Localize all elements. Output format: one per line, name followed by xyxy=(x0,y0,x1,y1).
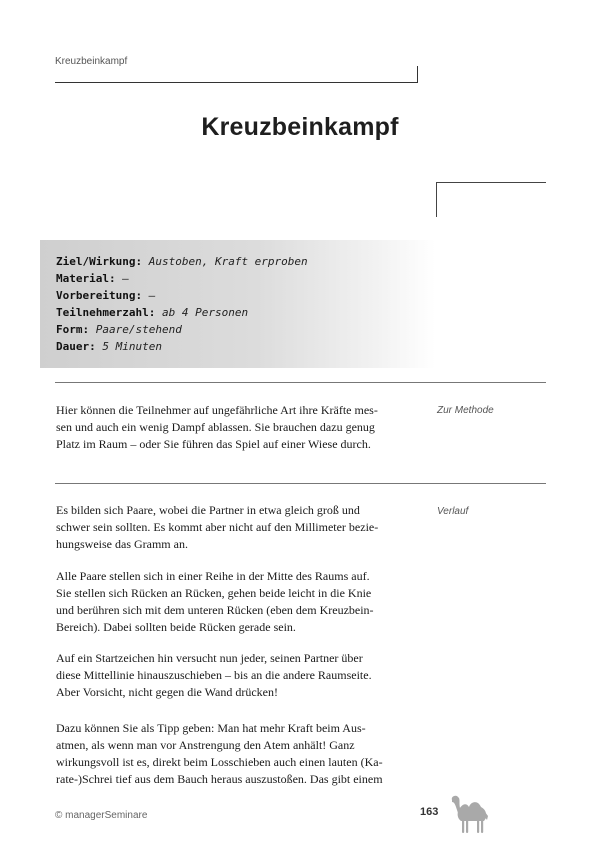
info-value: – xyxy=(122,272,129,285)
info-box xyxy=(56,253,386,355)
paragraph-verlauf-2 xyxy=(56,568,420,636)
text-line: Es bilden sich Paare, wobei die Partner in etwa gleich groß und xyxy=(56,503,360,517)
info-value: Paare/stehend xyxy=(95,323,182,336)
info-label: Teilnehmerzahl: xyxy=(56,306,156,319)
paragraph-verlauf-3 xyxy=(56,650,420,701)
text-line: Hier können die Teilnehmer auf ungefährliche Art ihre Kräfte mes- xyxy=(56,403,378,417)
info-row-dauer xyxy=(56,338,386,355)
paragraph-methode xyxy=(56,402,420,453)
text-line: sen und auch ein wenig Dampf ablassen. Sie brauchen dazu genug xyxy=(56,420,375,434)
text-line: diese Mittellinie hinauszuschieben – bis an die andere Raumseite. xyxy=(56,668,372,682)
info-label: Vorbereitung: xyxy=(56,289,143,302)
text-line: Dazu können Sie als Tipp geben: Man hat mehr Kraft beim Aus- xyxy=(56,721,366,735)
paragraph-verlauf-4 xyxy=(56,720,420,786)
info-label: Material: xyxy=(56,272,116,285)
info-label: Ziel/Wirkung: xyxy=(56,255,143,268)
section-rule-verlauf xyxy=(55,483,546,484)
info-label: Dauer: xyxy=(56,340,96,353)
text-line: Alle Paare stellen sich in einer Reihe in der Mitte des Raums auf. xyxy=(56,569,370,583)
info-row-ziel xyxy=(56,253,386,270)
text-line: wirkungsvoll ist es, direkt beim Losschieben auch einen lauten (Ka- xyxy=(56,755,383,769)
paragraph-verlauf-1 xyxy=(56,502,420,553)
page-title: Kreuzbeinkampf xyxy=(201,113,399,141)
section-rule-methode xyxy=(55,382,546,383)
info-value: Austoben, Kraft erproben xyxy=(148,255,308,268)
corner-mark-vertical xyxy=(436,182,437,217)
footer-copyright: © managerSeminare xyxy=(55,810,148,821)
info-row-vorbereitung xyxy=(56,287,386,304)
info-row-form xyxy=(56,321,386,338)
info-row-material xyxy=(56,270,386,287)
text-line: und berühren sich mit dem unteren Rücken (eben dem Kreuzbein- xyxy=(56,603,374,617)
info-row-teilnehmerzahl xyxy=(56,304,386,321)
info-label: Form: xyxy=(56,323,90,336)
text-line: Bereich). Dabei sollten beide Rücken gerade sein. xyxy=(56,620,296,634)
running-head: Kreuzbeinkampf xyxy=(55,56,128,67)
section-label-verlauf: Verlauf xyxy=(437,506,469,517)
text-line: atmen, als wenn man vor Anstrengung den Atem anhält! Ganz xyxy=(56,738,355,752)
camel-icon xyxy=(448,790,492,836)
info-value: – xyxy=(148,289,156,302)
section-label-methode: Zur Methode xyxy=(437,405,494,416)
text-line: Aber Vorsicht, nicht gegen die Wand drücken! xyxy=(56,685,278,699)
text-line: schwer sein sollten. Es kommt aber nicht auf den Millimeter bezie- xyxy=(56,520,379,534)
header-rule xyxy=(55,82,418,83)
page-number: 163 xyxy=(420,806,439,818)
text-line: Auf ein Startzeichen hin versucht nun jeder, seinen Partner über xyxy=(56,651,363,665)
text-line: Platz im Raum – oder Sie führen das Spiel auf einer Wiese durch. xyxy=(56,437,371,451)
text-line: Sie stellen sich Rücken an Rücken, gehen beide leicht in die Knie xyxy=(56,586,372,600)
text-line: rate-)Schrei tief aus dem Bauch heraus auszustoßen. Das gibt einem xyxy=(56,772,383,786)
info-value: 5 Minuten xyxy=(102,340,162,353)
header-rule-tick xyxy=(417,66,418,83)
info-value: ab 4 Personen xyxy=(161,306,249,319)
text-line: hungsweise das Gramm an. xyxy=(56,537,188,551)
corner-mark-horizontal xyxy=(436,182,546,183)
